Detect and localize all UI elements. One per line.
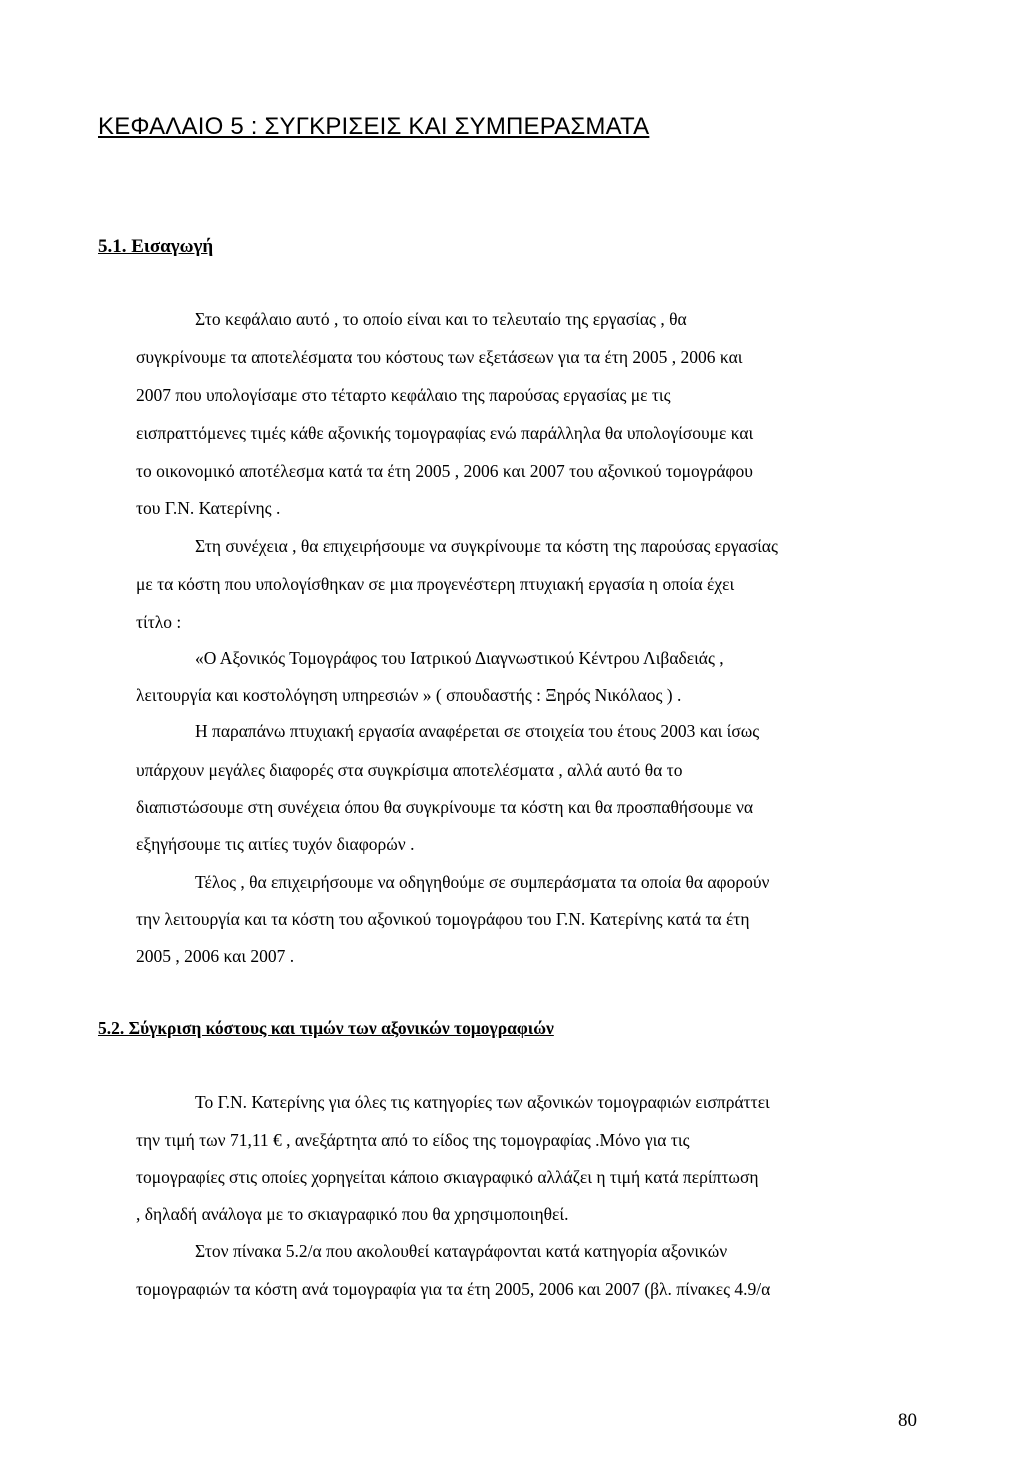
paragraph-line: 2005 , 2006 και 2007 .: [136, 946, 295, 966]
paragraph-line: τίτλο :: [136, 612, 182, 632]
paragraph-line: διαπιστώσουμε στη συνέχεια όπου θα συγκρίνουμε τα κόστη και θα προσπαθήσουμε να: [136, 797, 754, 817]
section-title-comparison: 5.2. Σύγκριση κόστους και τιμών των αξονικών τομογραφιών: [98, 1018, 554, 1038]
paragraph-line: λειτουργία και κοστολόγηση υπηρεσιών » ( σπουδαστής : Ξηρός Νικόλαος ) .: [136, 685, 682, 705]
paragraph-line: Στο κεφάλαιο αυτό , το οποίο είναι και το τελευταίο της εργασίας , θα: [195, 309, 687, 329]
paragraph-line: Η παραπάνω πτυχιακή εργασία αναφέρεται σε στοιχεία του έτους 2003 και ίσως: [195, 721, 760, 741]
paragraph-line: με τα κόστη που υπολογίσθηκαν σε μια προγενέστερη πτυχιακή εργασία η οποία έχει: [136, 574, 735, 594]
paragraph-line: το οικονομικό αποτέλεσμα κατά τα έτη 2005 , 2006 και 2007 του αξονικού τομογράφου: [136, 461, 753, 481]
paragraph-line: 2007 που υπολογίσαμε στο τέταρτο κεφάλαιο της παρούσας εργασίας με τις: [136, 385, 671, 405]
paragraph-line: εξηγήσουμε τις αιτίες τυχόν διαφορών .: [136, 834, 415, 854]
paragraph-line: , δηλαδή ανάλογα με το σκιαγραφικό που θα χρησιμοποιηθεί.: [136, 1204, 569, 1224]
section-title-introduction: 5.1. Εισαγωγή: [98, 236, 214, 257]
paragraph-line: την λειτουργία και τα κόστη του αξονικού τομογράφου του Γ.Ν. Κατερίνης κατά τα έτη: [136, 909, 750, 929]
paragraph-line: τομογραφίες στις οποίες χορηγείται κάποιο σκιαγραφικό αλλάζει η τιμή κατά περίπτωση: [136, 1167, 759, 1187]
paragraph-line: την τιμή των 71,11 € , ανεξάρτητα από το είδος της τομογραφίας .Μόνο για τις: [136, 1130, 690, 1150]
paragraph-line: Το Γ.Ν. Κατερίνης για όλες τις κατηγορίες των αξονικών τομογραφιών εισπράττει: [195, 1092, 770, 1112]
paragraph-line: Τέλος , θα επιχειρήσουμε να οδηγηθούμε σε συμπεράσματα τα οποία θα αφορούν: [195, 872, 770, 892]
paragraph-line: «Ο Αξονικός Τομογράφος του Ιατρικού Διαγνωστικού Κέντρου Λιβαδειάς ,: [195, 648, 724, 668]
page-number: 80: [898, 1410, 917, 1431]
paragraph-line: του Γ.Ν. Κατερίνης .: [136, 498, 281, 518]
paragraph-line: τομογραφιών τα κόστη ανά τομογραφία για τα έτη 2005, 2006 και 2007 (βλ. πίνακες 4.9/α: [136, 1279, 771, 1299]
paragraph-line: υπάρχουν μεγάλες διαφορές στα συγκρίσιμα αποτελέσματα , αλλά αυτό θα το: [136, 760, 683, 780]
chapter-title: ΚΕΦΑΛΑΙΟ 5 : ΣΥΓΚΡΙΣΕΙΣ ΚΑΙ ΣΥΜΠΕΡΑΣΜΑΤΑ: [98, 113, 650, 140]
paragraph-line: συγκρίνουμε τα αποτελέσματα του κόστους των εξετάσεων για τα έτη 2005 , 2006 και: [136, 347, 743, 367]
paragraph-line: Στη συνέχεια , θα επιχειρήσουμε να συγκρίνουμε τα κόστη της παρούσας εργασίας: [195, 536, 778, 556]
paragraph-line: εισπραττόμενες τιμές κάθε αξονικής τομογραφίας ενώ παράλληλα θα υπολογίσουμε και: [136, 423, 754, 443]
paragraph-line: Στον πίνακα 5.2/α που ακολουθεί καταγράφονται κατά κατηγορία αξονικών: [195, 1241, 728, 1261]
